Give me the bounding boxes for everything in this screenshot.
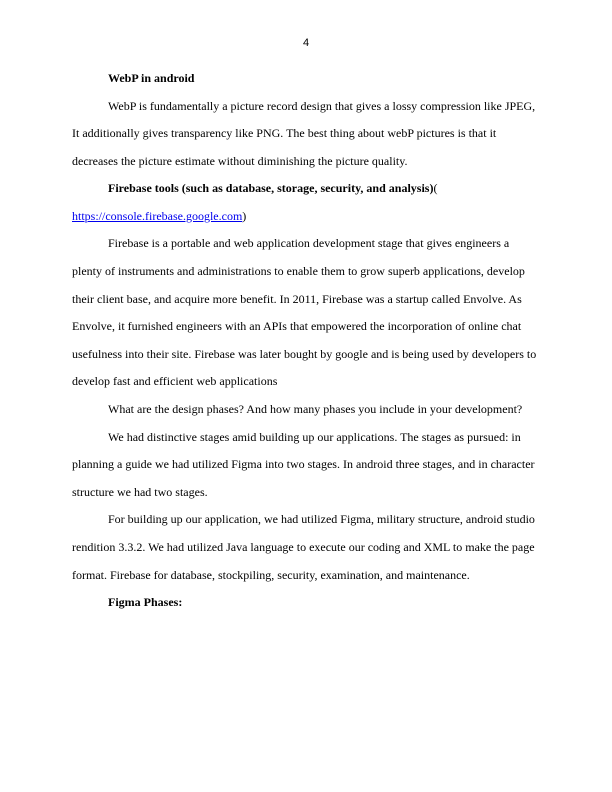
- page-content: [72, 65, 540, 617]
- firebase-paragraph: Firebase is a portable and web application development stage that gives engineers a plenty of instruments and administrations to enable them to grow superb applications, develop their client base, and acquire more benefit. In 2011, Firebase was a startup called Envolve. As Envolve, it furnished engineers with an APIs that empowered the incorporation of online chat usefulness into their site. Firebase was later bought by google and is being used by developers to develop fast and efficient web applications: [72, 236, 537, 389]
- page-number: 4: [302, 37, 310, 49]
- design-phases-question: What are the design phases? And how many phases you include in your development?: [108, 401, 523, 416]
- stages-paragraph: We had distinctive stages amid building up our applications. The stages as pursued: in planning a guide we had utilized Figma into two stages. In android three stages, and in character structure we had two stages.: [72, 429, 535, 499]
- webp-heading: WebP in android: [108, 71, 195, 85]
- firebase-console-link[interactable]: https://console.firebase.google.com: [72, 208, 243, 223]
- webp-paragraph: WebP is fundamentally a picture record design that gives a lossy compression like JPEG, It additionally gives transparency like PNG. The best thing about webP pictures is that it decreases the picture estimate without diminishing the picture quality.: [72, 98, 536, 168]
- firebase-heading-open-paren: (: [433, 181, 438, 196]
- firebase-heading-text: Firebase tools (such as database, storage, security, and analysis): [108, 181, 434, 196]
- figma-phases-heading: Figma Phases:: [108, 595, 183, 610]
- firebase-heading: [72, 175, 540, 203]
- firebase-heading-close-paren: ): [242, 208, 247, 223]
- firebase-link-line: [72, 203, 540, 231]
- tools-paragraph: For building up our application, we had utilized Figma, military structure, android studio rendition 3.3.2. We had utilized Java language to execute our coding and XML to make the page format. Firebase for database, stockpiling, security, examination, and maintenance.: [72, 512, 535, 582]
